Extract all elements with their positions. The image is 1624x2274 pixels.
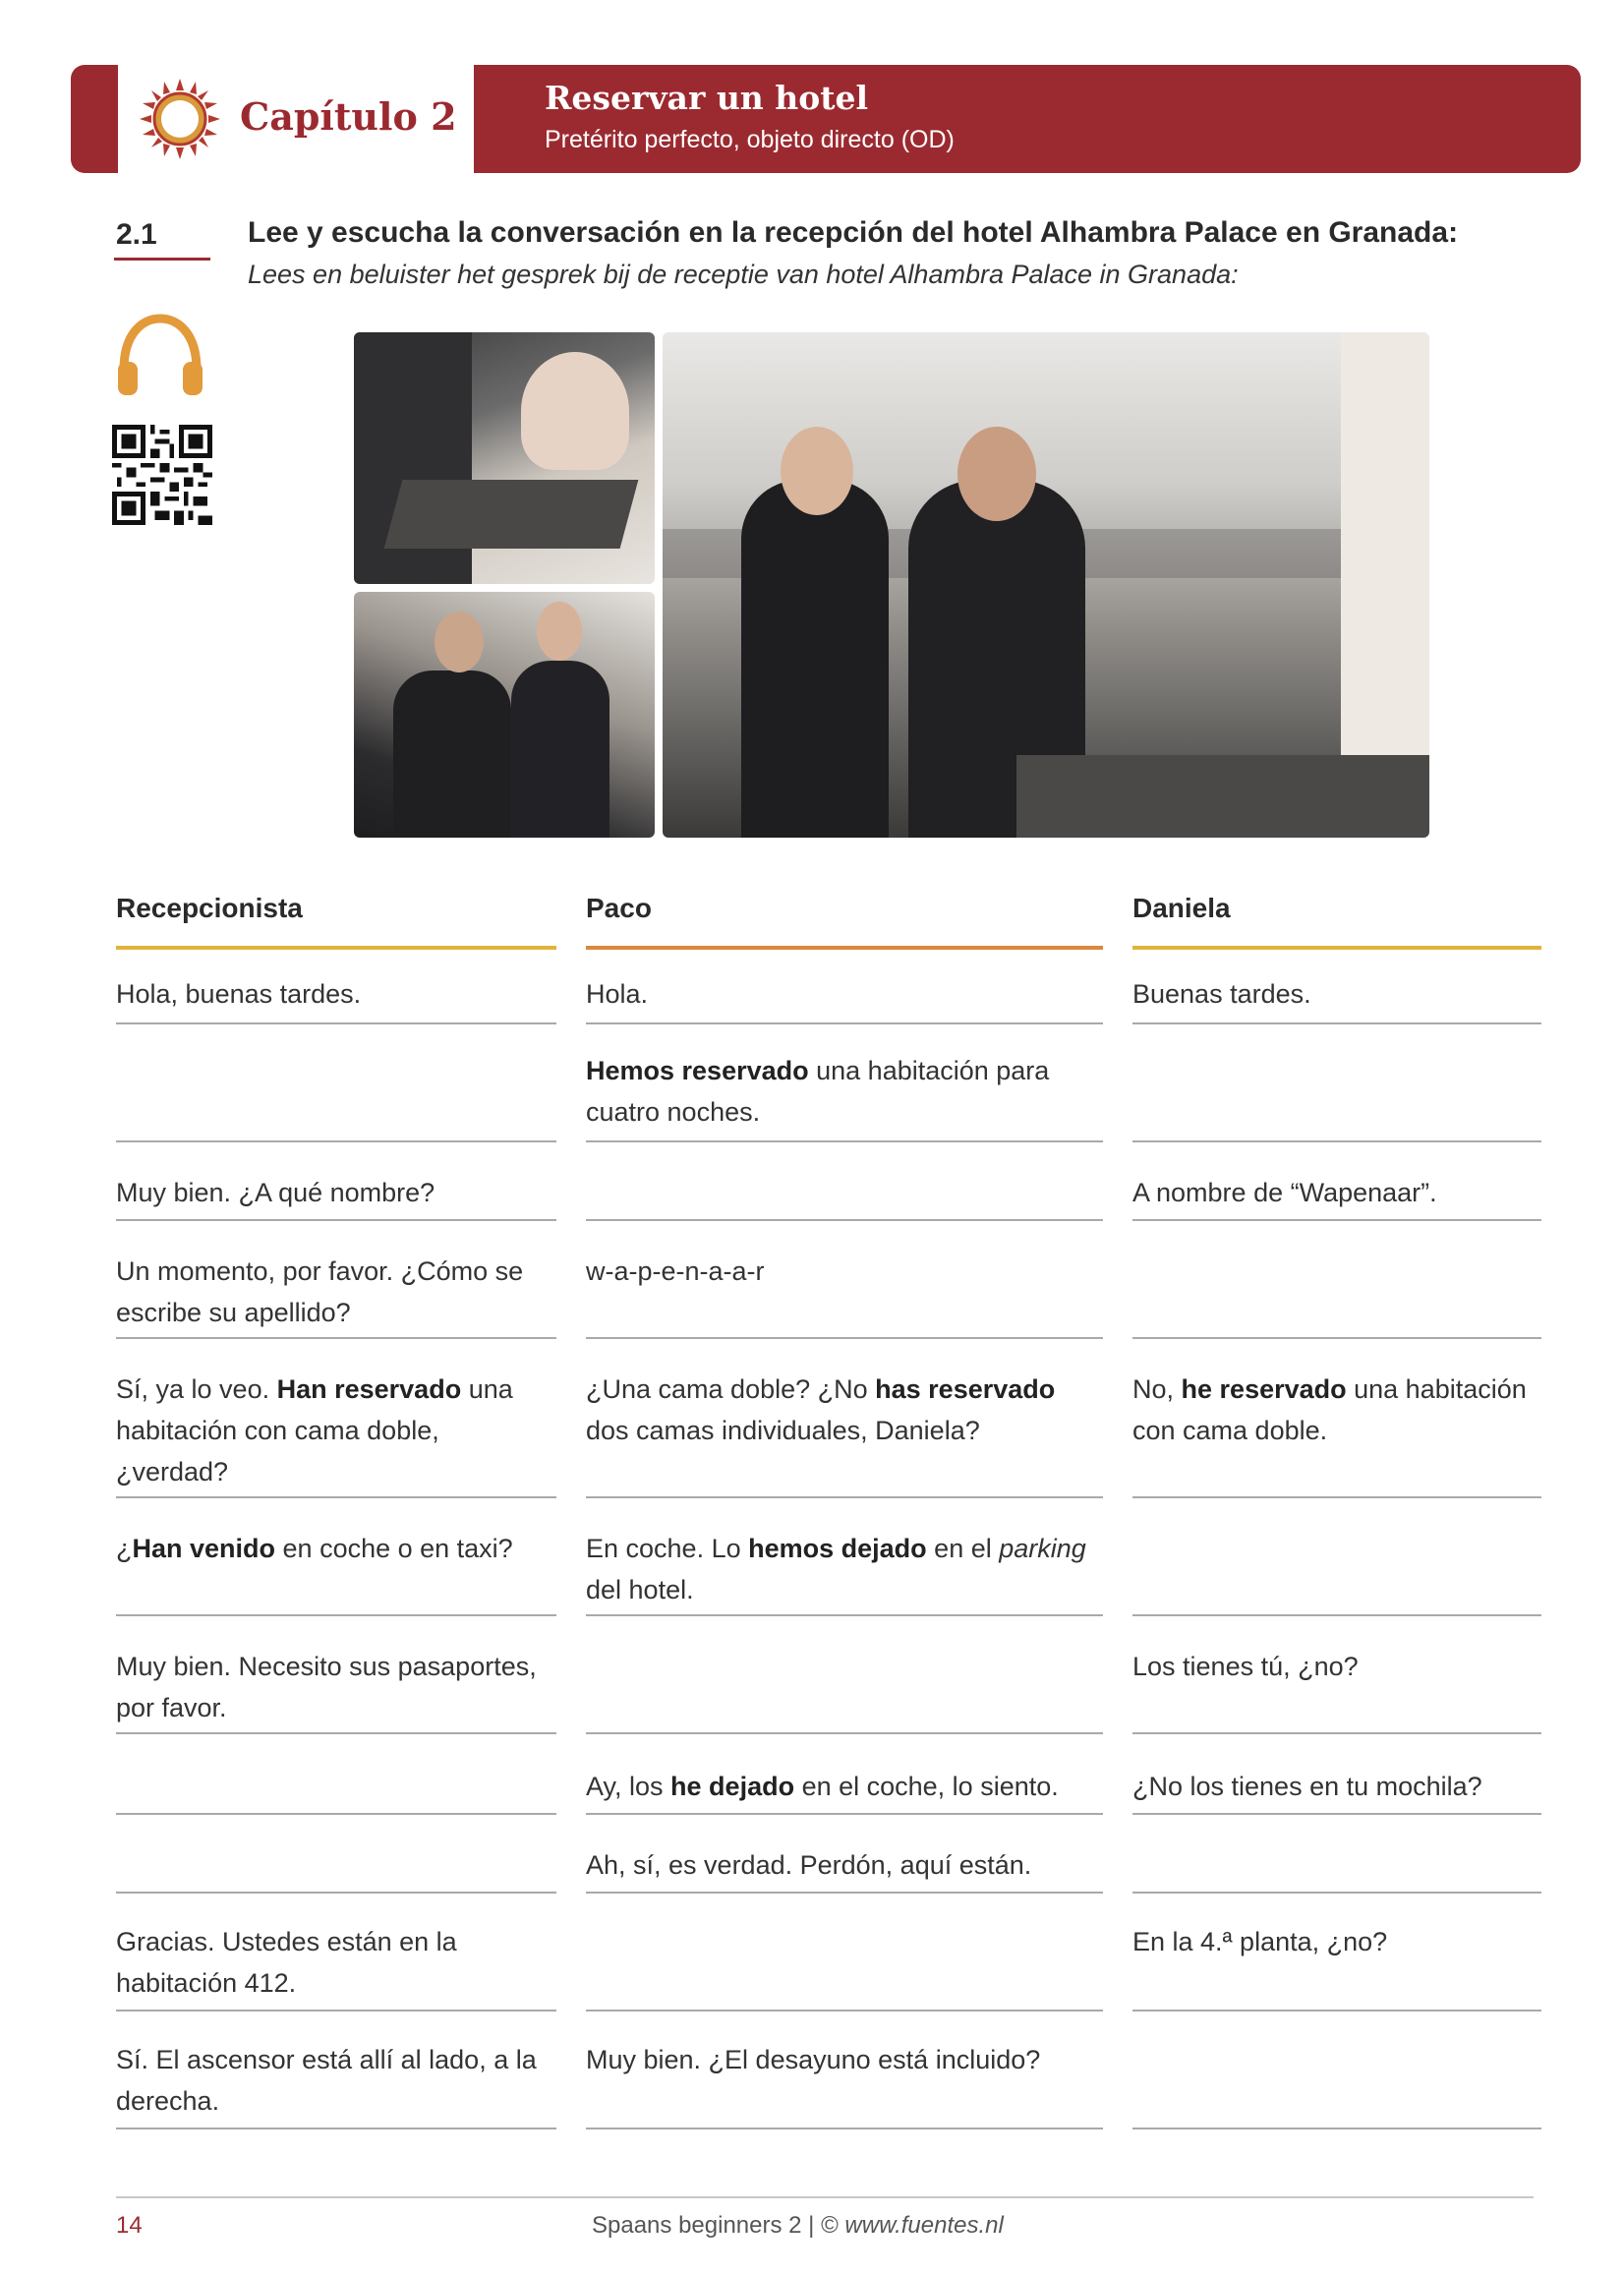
column-header-rule: [116, 946, 556, 950]
dialogue-line-paco: Hola.: [586, 979, 649, 1009]
dialogue-line-paco: ¿Una cama doble? ¿No has reservado dos camas individuales, Daniela?: [586, 1374, 1056, 1445]
column-header-recepcionista: Recepcionista: [116, 893, 303, 923]
row-separator: [586, 1219, 1103, 1221]
exercise-title: Lee y escucha la conversación en la recepción del hotel Alhambra Palace en Granada:: [248, 216, 1459, 249]
dialogue-line-paco: En coche. Lo hemos dejado en el parking del hotel.: [586, 1534, 1086, 1604]
row-separator: [586, 1496, 1103, 1498]
row-separator: [1132, 2128, 1541, 2129]
row-separator: [586, 1892, 1103, 1894]
row-separator: [586, 1337, 1103, 1339]
dialogue-line-daniela: Buenas tardes.: [1132, 979, 1311, 1009]
column-header-daniela: Daniela: [1132, 893, 1231, 923]
row-separator: [116, 2010, 556, 2012]
chapter-label: Capítulo 2: [240, 94, 457, 139]
dialogue-line-recepcionista: Sí, ya lo veo. Han reservado una habitación con cama doble, ¿verdad?: [116, 1374, 513, 1487]
row-separator: [116, 1892, 556, 1894]
qr-code-icon[interactable]: [112, 425, 212, 525]
dialogue-line-recepcionista: Muy bien. Necesito sus pasaportes, por favor.: [116, 1652, 537, 1722]
row-separator: [116, 1614, 556, 1616]
chapter-header: [71, 65, 1581, 173]
dialogue-line-daniela: A nombre de “Wapenaar”.: [1132, 1178, 1437, 1207]
footer-site-link[interactable]: www.fuentes.nl: [844, 2212, 1004, 2239]
page-number: 14: [116, 2212, 143, 2239]
row-separator: [586, 1022, 1103, 1024]
chapter-label-box: [118, 65, 474, 173]
dialogue-line-paco: w-a-p-e-n-a-a-r: [586, 1256, 765, 1286]
sun-icon: [138, 77, 222, 161]
row-separator: [586, 1140, 1103, 1142]
row-separator: [1132, 1813, 1541, 1815]
row-separator: [116, 1219, 556, 1221]
dialogue-line-recepcionista: Muy bien. ¿A qué nombre?: [116, 1178, 435, 1207]
row-separator: [116, 1022, 556, 1024]
footer-rule: [116, 2196, 1534, 2198]
row-separator: [1132, 1219, 1541, 1221]
row-separator: [1132, 1022, 1541, 1024]
column-header-rule: [586, 946, 1103, 950]
row-separator: [1132, 2010, 1541, 2012]
row-separator: [586, 2010, 1103, 2012]
chapter-subtitle: Pretérito perfecto, objeto directo (OD): [545, 126, 955, 153]
dialogue-line-paco: Ay, los he dejado en el coche, lo siento.: [586, 1772, 1059, 1801]
row-separator: [116, 1140, 556, 1142]
dialogue-line-daniela: En la 4.ª planta, ¿no?: [1132, 1927, 1388, 1956]
footer-credit: [592, 2212, 1004, 2240]
column-header-rule: [1132, 946, 1541, 950]
dialogue-line-recepcionista: Sí. El ascensor está allí al lado, a la derecha.: [116, 2045, 537, 2116]
row-separator: [1132, 1496, 1541, 1498]
chapter-title: Reservar un hotel: [545, 79, 869, 117]
dialogue-line-daniela: No, he reservado una habitación con cama doble.: [1132, 1374, 1527, 1445]
dialogue-line-recepcionista: Hola, buenas tardes.: [116, 979, 362, 1009]
row-separator: [586, 1614, 1103, 1616]
dialogue-line-daniela: ¿No los tienes en tu mochila?: [1132, 1772, 1482, 1801]
row-separator: [1132, 1614, 1541, 1616]
dialogue-line-recepcionista: Gracias. Ustedes están en la habitación 412.: [116, 1927, 457, 1998]
photo-reception-card: [354, 332, 655, 584]
dialogue-line-paco: Hemos reservado una habitación para cuatro noches.: [586, 1056, 1050, 1127]
headphones-icon[interactable]: [114, 313, 206, 397]
column-header-paco: Paco: [586, 893, 652, 923]
footer-book: Spaans beginners 2 | ©: [592, 2212, 839, 2239]
row-separator: [1132, 1892, 1541, 1894]
dialogue-line-recepcionista: Un momento, por favor. ¿Cómo se escribe su apellido?: [116, 1256, 524, 1327]
photo-check-in-signing: [354, 592, 655, 838]
row-separator: [586, 1732, 1103, 1734]
dialogue-line-paco: Ah, sí, es verdad. Perdón, aquí están.: [586, 1850, 1032, 1880]
row-separator: [1132, 1337, 1541, 1339]
dialogue-line-paco: Muy bien. ¿El desayuno está incluido?: [586, 2045, 1041, 2074]
dialogue-line-recepcionista: ¿Han venido en coche o en taxi?: [116, 1534, 513, 1563]
row-separator: [116, 2128, 556, 2129]
exercise-subtitle: Lees en beluister het gesprek bij de receptie van hotel Alhambra Palace in Granada:: [248, 260, 1239, 289]
row-separator: [1132, 1732, 1541, 1734]
row-separator: [116, 1337, 556, 1339]
row-separator: [1132, 1140, 1541, 1142]
row-separator: [586, 1813, 1103, 1815]
row-separator: [116, 1813, 556, 1815]
exercise-number-underline: [114, 258, 210, 261]
row-separator: [116, 1732, 556, 1734]
exercise-number: 2.1: [116, 218, 157, 251]
row-separator: [586, 2128, 1103, 2129]
dialogue-line-daniela: Los tienes tú, ¿no?: [1132, 1652, 1359, 1681]
photo-couple-at-reception: [663, 332, 1429, 838]
row-separator: [116, 1496, 556, 1498]
